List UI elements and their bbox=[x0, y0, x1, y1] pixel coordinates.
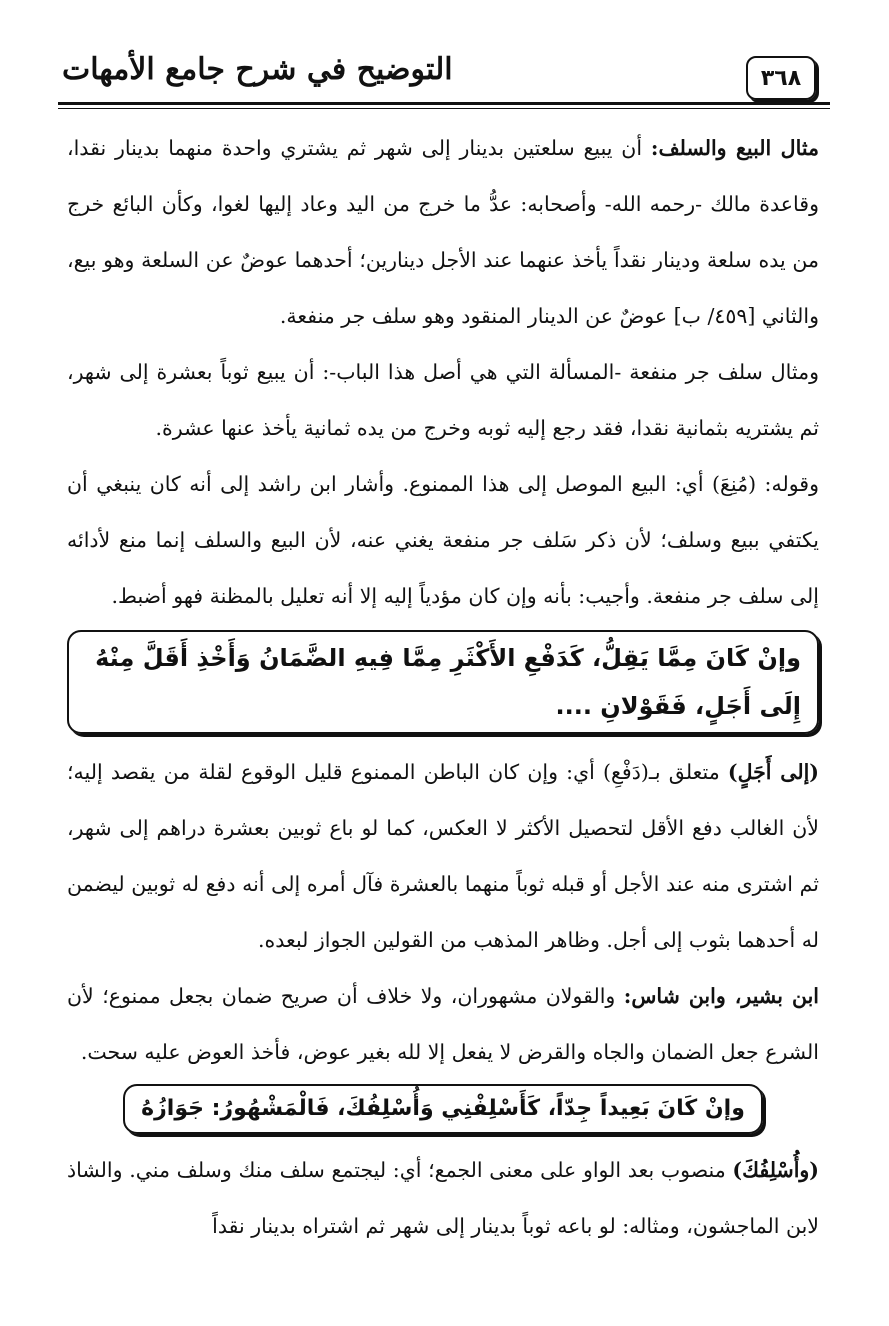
paragraph-text: متعلق بـ(دَفْعِ) أي: وإن كان الباطن الممنوع قليل الوقوع لقلة من يقصد إليه؛ لأن الغالب دفع الأقل لتحصيل الأكثر لا العكس، كما لو باع ثوبين بعشرة دراهم إلى شهر، ثم اشترى منه عند الأجل أو قبله ثوباً منهما بالعشرة فآل أمره إلى أنه دفع له ثوبين ليضمن له أحدهما بثوب إلى أجل. وظاهر المذهب من القولين الجواز لبعده. bbox=[67, 760, 819, 952]
paragraph-lead: مثال البيع والسلف: bbox=[650, 136, 819, 160]
paragraph-lead: ابن بشير، وابن شاس: bbox=[623, 984, 819, 1008]
paragraph-lead: (إلى أَجَلٍ) bbox=[727, 760, 819, 784]
paragraph bbox=[67, 744, 819, 968]
header-rule-thin bbox=[58, 108, 830, 109]
matn-box: وإنْ كَانَ بَعِيداً جِدّاً، كَأَسْلِفْنِي وَأُسْلِفُكَ، فَالْمَشْهُورُ: جَوَازُهُ bbox=[123, 1084, 763, 1134]
paragraph-lead: (وأُسْلِفُكَ) bbox=[732, 1158, 819, 1182]
paragraph-text: ومثال سلف جر منفعة -المسألة التي هي أصل هذا الباب-: أن يبيع ثوباً بعشرة إلى شهر، ثم يشتريه بثمانية نقدا، فقد رجع إليه ثوبه وخرج من يده ثمانية يأخذ عنها عشرة. bbox=[67, 360, 819, 440]
page-header bbox=[58, 48, 830, 110]
paragraph bbox=[67, 1142, 819, 1254]
page-body bbox=[67, 120, 819, 1254]
header-rule bbox=[58, 102, 830, 105]
paragraph bbox=[67, 968, 819, 1080]
paragraph-text: منصوب بعد الواو على معنى الجمع؛ أي: ليجتمع سلف منك وسلف مني. والشاذ لابن الماجشون، ومثاله: لو باعه ثوباً بدينار إلى شهر ثم اشتراه بدينار نقداً bbox=[67, 1158, 819, 1238]
paragraph-text: والقولان مشهوران، ولا خلاف أن صريح ضمان بجعل ممنوع؛ لأن الشرع جعل الضمان والجاه والقرض لا يفعل إلا لله بغير عوض، فأخذ العوض عليه سحت. bbox=[67, 984, 819, 1064]
paragraph bbox=[67, 344, 819, 456]
matn-box: وإنْ كَانَ مِمَّا يَقِلُّ، كَدَفْعِ الأَكْثَرِ مِمَّا فِيهِ الضَّمَانُ وَأَخْذِ أَقَلَّ مِنْهُ إِلَى أَجَلٍ، فَقَوْلانِ .... bbox=[67, 630, 819, 734]
paragraph-text: أن يبيع سلعتين بدينار إلى شهر ثم يشتري واحدة منهما بدينار نقدا، وقاعدة مالك -رحمه الله- وأصحابه: عدُّ ما خرج من اليد وعاد إليها لغوا، وكأن البائع خرج من يده سلعة ودينار نقداً يأخذ عنهما عند الأجل دينارين؛ أحدهما عوضٌ عن السلعة وهو بيع، والثاني [٤٥٩/ ب] عوضٌ عن الدينار المنقود وهو سلف جر منفعة. bbox=[67, 136, 819, 328]
page-number: ٣٦٨ bbox=[746, 56, 816, 100]
paragraph bbox=[67, 456, 819, 624]
paragraph-text: وقوله: (مُنِعَ) أي: البيع الموصل إلى هذا الممنوع. وأشار ابن راشد إلى أنه كان ينبغي أن يكتفي ببيع وسلف؛ لأن ذكر سَلف جر منفعة يغني عنه، لأن البيع والسلف إنما منع لأدائه إلى سلف جر منفعة. وأجيب: بأنه وإن كان مؤدياً إليه إلا أنه تعليل بالمظنة فهو أضبط. bbox=[67, 472, 819, 608]
paragraph bbox=[67, 120, 819, 344]
book-title: التوضيح في شرح جامع الأمهات bbox=[62, 52, 453, 87]
matn-box-wrapper bbox=[67, 1084, 819, 1134]
